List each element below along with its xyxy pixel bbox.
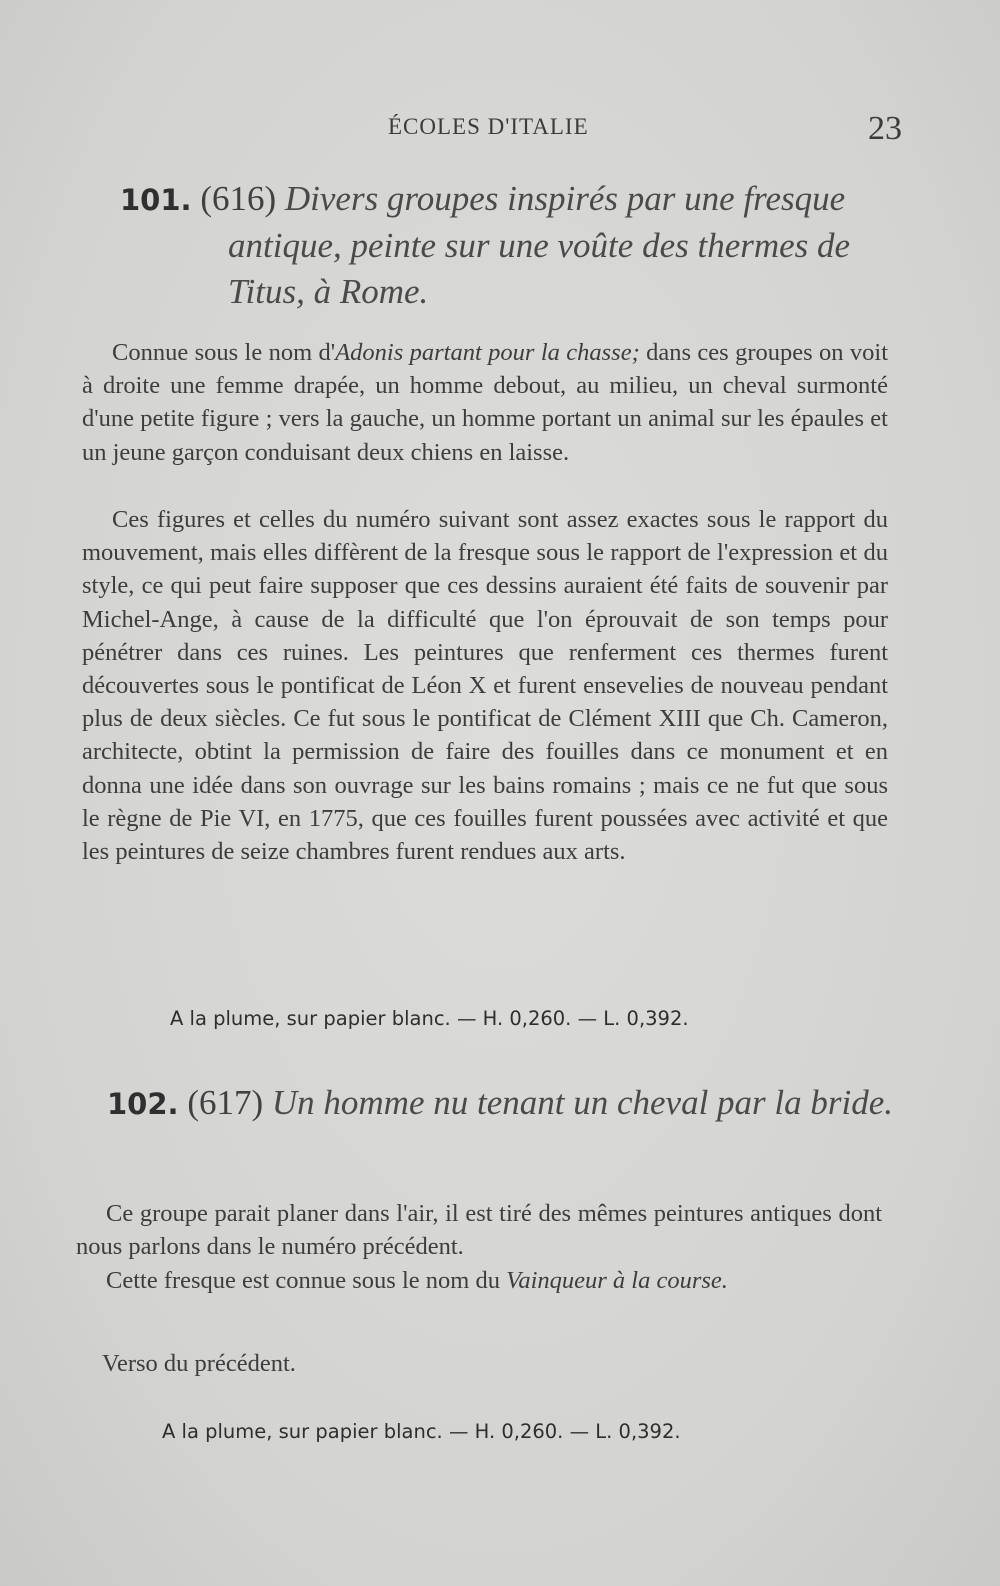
page-number: 23 — [868, 110, 902, 147]
entry-101-paragraph-2: Ces figures et celles du numéro suivant sont assez exactes sous le rapport du mouvement, mais elles diffèrent de la fresque sous le rapport de l'expression et du style, ce qui peut faire supposer que ces dessins auraient été faits de souvenir par Michel-Ange, à cause de la difficulté que l'on éprouvait de son temps pour pénétrer dans ces ruines. Les peintures que renferment ces thermes furent découvertes sous le pontificat de Léon X et furent ensevelies de nouveau pendant plus de deux siècles. Ce fut sous le pontificat de Clément XIII que Ch. Cameron, architecte, obtint la permission de faire des fouilles dans ce monument et en donna une idée dans son ouvrage sur les bains romains ; mais ce ne fut que sous le règne de Pie VI, en 1775, que ces fouilles furent poussées avec activité et que les peintures de seize chambres furent rendues aux arts. — [82, 506, 888, 866]
catalog-entry-101 — [0, 176, 1000, 315]
entry-102-paragraph-2 — [0, 1264, 994, 1297]
entry-title: Un homme nu tenant un cheval par la bride. — [271, 1083, 894, 1122]
entry-102-medium-dimensions: A la plume, sur papier blanc. — H. 0,260. — L. 0,392. — [162, 1420, 681, 1443]
entry-heading — [0, 176, 1000, 315]
running-title: ÉCOLES D'ITALIE — [388, 114, 589, 139]
paragraph-text: dans ces groupes on voit à droite une femme drapée, un homme debout, au milieu, un cheval surmonté d'une petite figure ; vers la gauche, un homme portant un animal sur les épaules et un jeune garçon conduisant deux chiens en laisse. — [82, 339, 889, 466]
entry-title: Divers groupes inspirés par une fresque antique, peinte sur une voûte des thermes de Titus, à Rome. — [228, 179, 851, 311]
inventory-number: (616) — [200, 179, 277, 218]
catalog-entry-102 — [0, 1080, 1000, 1127]
entry-number: 102. — [107, 1087, 179, 1121]
paragraph-text: Connue sous le nom d' — [112, 339, 336, 366]
painting-title: Adonis partant pour la chasse; — [335, 339, 640, 366]
paragraph-text: Cette fresque est connue sous le nom du — [106, 1267, 507, 1294]
entry-101-paragraph-1 — [0, 336, 1000, 469]
entry-101-medium-dimensions: A la plume, sur papier blanc. — H. 0,260. — L. 0,392. — [170, 1007, 689, 1030]
verso-note: Verso du précédent. — [102, 1350, 296, 1377]
entry-number: 101. — [120, 183, 192, 217]
entry-102-paragraph-1: Ce groupe parait planer dans l'air, il est tiré des mêmes peintures antiques dont nous parlons dans le numéro précédent. — [76, 1200, 882, 1261]
inventory-number: (617) — [187, 1083, 264, 1122]
page-header — [0, 108, 1000, 148]
painting-title: Vainqueur à la course. — [506, 1267, 728, 1294]
entry-heading — [0, 1080, 1000, 1127]
